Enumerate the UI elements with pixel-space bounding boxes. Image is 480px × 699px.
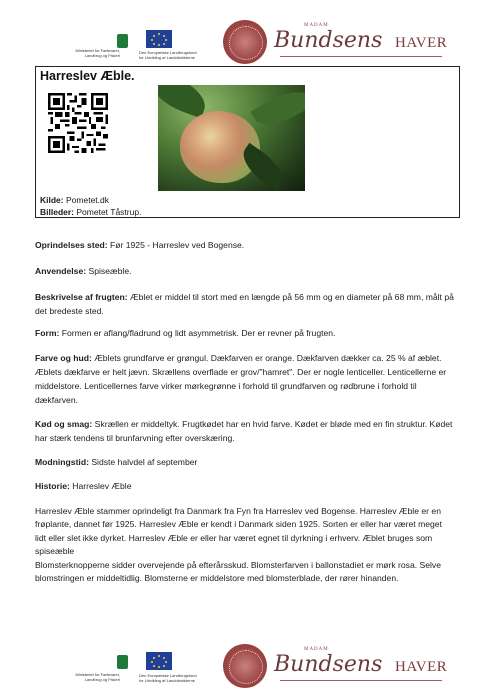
brand-madam: MADAM	[304, 647, 329, 652]
images-line: Billeder: Pometet Tåstrup.	[40, 207, 142, 217]
eu-label: Den Europæiske Landbrugsfond for Udvikling af Landdistrikterne	[139, 50, 197, 60]
ministry-label: Ministeriet for Fødevarer, Landbrug og Fiskeri	[75, 672, 120, 682]
apple-photo	[158, 85, 305, 191]
brand-madam: MADAM	[304, 23, 329, 28]
source-line: Kilde: Pometet.dk	[40, 195, 109, 205]
qr-code-icon[interactable]	[48, 93, 108, 153]
section-flesh: Kød og smag: Skrællen er middeltyk. Frugtkødet har en hvid farve. Kødet er bløde med en fin struktur. Kødet har stærk tendens til brunfarvning efter overskæring.	[35, 419, 453, 443]
section-description: Beskrivelse af frugten: Æblet er middel til stort med en længde på 56 mm og en diameter på 68 mm, målt på det bredeste sted.	[35, 292, 454, 316]
eu-flag-icon	[146, 30, 172, 48]
leaf-shape	[251, 85, 305, 134]
ministry-crest-icon	[117, 655, 128, 669]
brand-haver: HAVER	[395, 659, 448, 675]
eu-flag-icon	[146, 652, 172, 670]
brand-haver: HAVER	[395, 35, 448, 51]
apple-card	[35, 66, 460, 218]
card-title: Harreslev Æble.	[40, 69, 135, 83]
section-use: Anvendelse: Spiseæble.	[35, 266, 132, 276]
section-color: Farve og hud: Æblets grundfarve er grøngul. Dækfarven er orange. Dækfarven dækker ca. 25 % af æblet. Æblets dækfarve er helt jævn. Skrællens overflade er grov/"hamret". Der er nogle lenticeller. Lenticellerne er middelstore. Lenticellernes farve virker mørkegrønne i forhold til grundfarven og rødbrune i forhold til dækfarven.	[35, 353, 447, 405]
brand-name: Bundsens	[274, 28, 383, 53]
section-history: Historie: Harreslev Æble	[35, 481, 132, 491]
section-form: Form: Formen er aflang/fladrund og lidt asymmetrisk. Der er revner på frugten.	[35, 328, 336, 338]
section-ripening: Modningstid: Sidste halvdel af september	[35, 457, 198, 467]
brand-seal-icon	[223, 20, 267, 64]
history-paragraph: Harreslev Æble stammer oprindeligt fra Danmark fra Fyn fra Harreslev ved Bogense. Harreslev Æble er en frøplante, dannet før 1925. Harreslev Æble er kendt i Danmark siden 1925. Sorten er eller har været meget lidt eller slet ikke dyrket. Harreslev Æble er eller har været egnet til dyrkning i erhverv. Æblet bruges som spiseæble Blomsterknopperne sidder overvejende på efterårsskud. Blomsterfarven i ballonstadiet er mørk rosa. Selve blomstringen er middeltidlig. Blomsterne er middelstore med blomsterblade, der rører hinanden.	[35, 506, 442, 584]
brand-underline	[280, 680, 442, 681]
brand-seal-icon	[223, 644, 267, 688]
brand-name: Bundsens	[274, 652, 383, 677]
ministry-label: Ministeriet for Fødevarer, Landbrug og Fiskeri	[75, 48, 120, 58]
ministry-crest-icon	[117, 34, 128, 48]
eu-label: Den Europæiske Landbrugsfond for Udvikling af Landdistrikterne	[139, 673, 197, 683]
section-origin: Oprindelses sted: Før 1925 - Harreslev ved Bogense.	[35, 240, 245, 250]
brand-underline	[280, 56, 442, 57]
